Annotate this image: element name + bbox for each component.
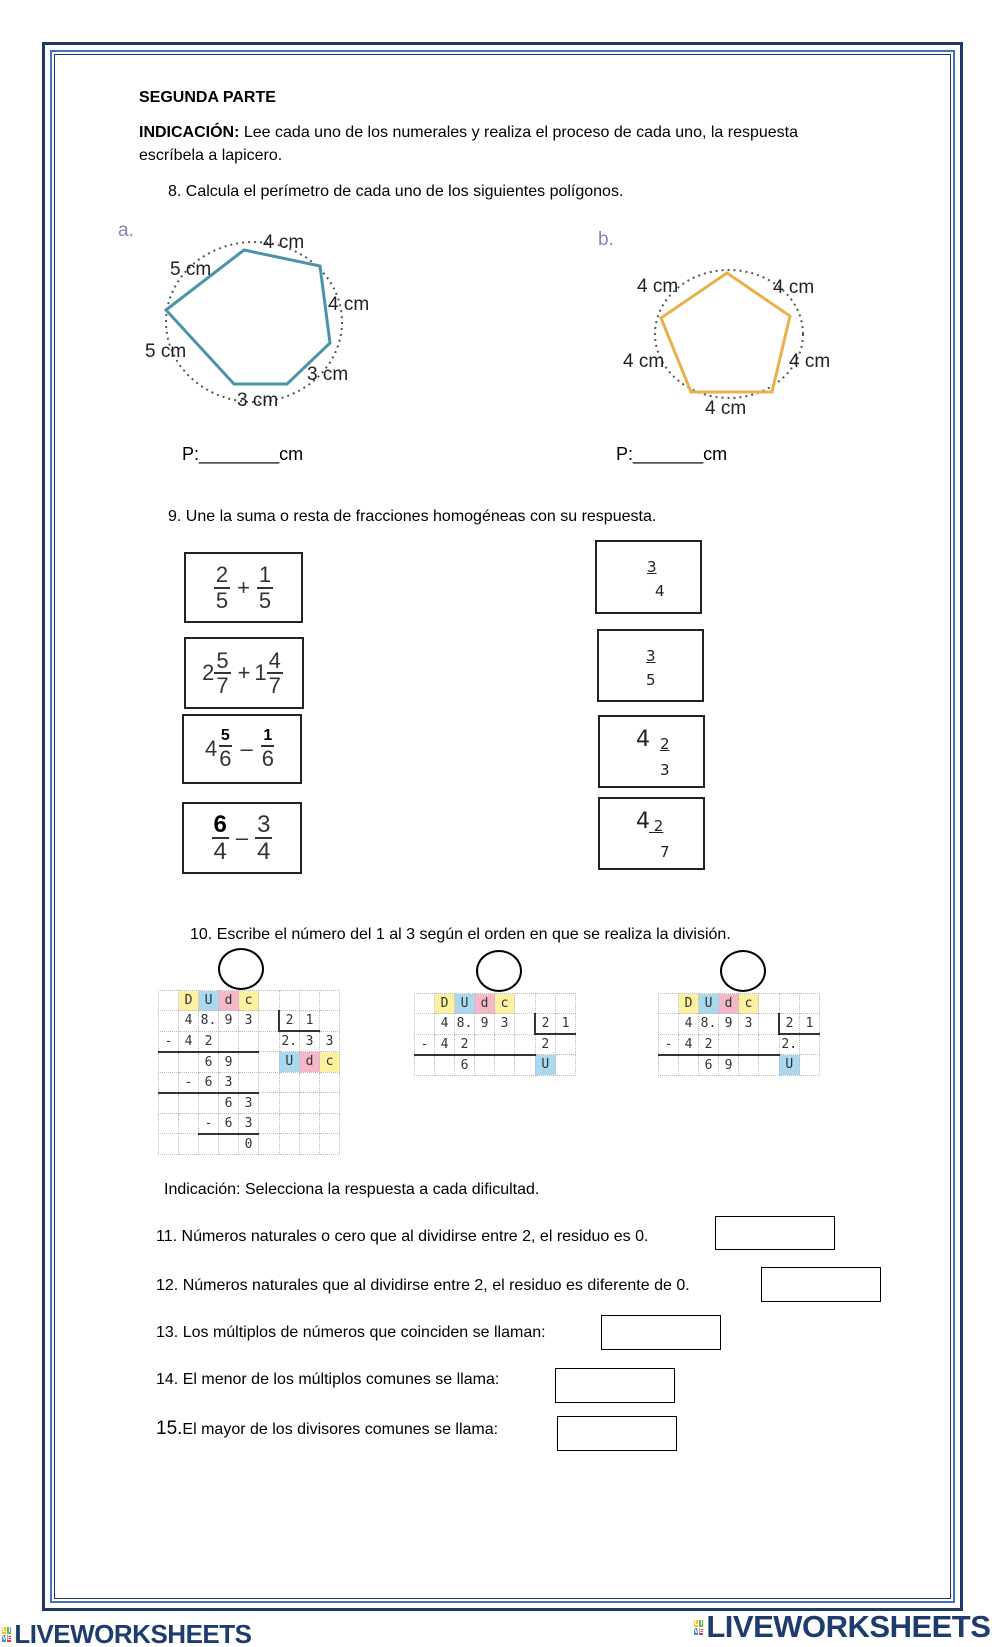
liveworksheets-mark-icon: L I V E [694, 1619, 704, 1635]
grid-cell [159, 1011, 179, 1032]
grid-cell [179, 1134, 199, 1155]
grid-cell: 9 [719, 1055, 739, 1076]
grid-cell: d [475, 994, 495, 1014]
denominator: 6 [261, 745, 274, 771]
perimeter-answer-b[interactable]: P:_______cm [616, 444, 728, 464]
whole-number: 2 [202, 660, 215, 685]
grid-cell: D [435, 994, 455, 1014]
grid-cell [515, 1014, 536, 1035]
grid-cell [515, 1034, 536, 1055]
grid-cell [300, 1072, 320, 1093]
question-8: 8. Calcula el perímetro de cada uno de los siguientes polígonos. [168, 183, 624, 200]
grid-row [159, 1093, 340, 1114]
grid-cell: U [199, 991, 219, 1011]
grid-cell: 4 [679, 1034, 699, 1055]
grid-cell: 3 [239, 1011, 259, 1032]
fraction [267, 649, 283, 697]
grid-cell [759, 1014, 780, 1035]
grid-row [415, 994, 576, 1014]
grid-cell: 3 [320, 1031, 340, 1052]
numerator: 3 [257, 810, 271, 838]
grid-cell: 8. [699, 1014, 719, 1035]
grid-cell [495, 1055, 515, 1076]
numerator: 5 [216, 647, 229, 673]
grid-cell: 4 [179, 1031, 199, 1052]
operator: – [240, 736, 253, 761]
grid-cell [159, 1113, 179, 1134]
question-9: 9. Une la suma o resta de fracciones homogéneas con su respuesta. [168, 508, 657, 525]
numerator-digit: 2 [653, 817, 664, 835]
whole-number: 4 [205, 736, 218, 761]
hex-side-3: 4 cm [328, 294, 370, 315]
denominator: 4 [257, 838, 271, 865]
grid-cell [159, 1052, 179, 1073]
hex-side-4: 5 cm [145, 341, 187, 362]
grid-cell [415, 994, 435, 1014]
grid-cell: d [719, 994, 739, 1014]
grid-cell: 8. [455, 1014, 475, 1035]
grid-cell [759, 1034, 780, 1055]
grid-row [159, 1031, 340, 1052]
denominator: 3 [660, 761, 670, 779]
grid-cell [300, 991, 320, 1011]
grid-cell: c [320, 1052, 340, 1073]
denominator: 6 [219, 745, 232, 771]
fraction [217, 728, 233, 770]
grid-cell [320, 1072, 340, 1093]
grid-cell: 6 [455, 1055, 475, 1076]
grid-cell [199, 1093, 219, 1114]
item-number: 14. [156, 1371, 179, 1388]
fraction-expression-3[interactable] [182, 714, 302, 784]
instruction-label: INDICACIÓN: [139, 124, 240, 141]
grid-cell [179, 1052, 199, 1073]
operator: + [237, 574, 250, 600]
grid-cell: c [239, 991, 259, 1011]
grid-cell [259, 1113, 280, 1134]
grid-cell: - [659, 1034, 679, 1055]
grid-cell: 2 [455, 1034, 475, 1055]
grid-cell [320, 991, 340, 1011]
grid-cell [659, 1055, 679, 1076]
answer-select-12[interactable] [761, 1267, 881, 1302]
item-number: 15. [156, 1418, 183, 1439]
grid-cell [259, 1011, 280, 1032]
grid-cell: 6 [199, 1052, 219, 1073]
liveworksheets-logo-right [694, 1609, 990, 1645]
grid-cell [320, 1134, 340, 1155]
grid-cell [279, 1113, 300, 1134]
grid-cell [515, 994, 536, 1014]
division-grid-1 [158, 990, 340, 1155]
grid-cell: 2 [199, 1031, 219, 1052]
grid-cell: U [279, 1052, 300, 1073]
grid-cell [800, 1055, 820, 1076]
denominator: 4 [213, 838, 227, 865]
grid-cell: 3 [239, 1093, 259, 1114]
grid-cell: 2 [535, 1014, 556, 1035]
label-b: b. [598, 229, 614, 250]
grid-row [659, 1014, 820, 1035]
grid-cell: c [739, 994, 759, 1014]
perimeter-answer-a[interactable]: P:________cm [182, 444, 304, 464]
grid-cell: D [179, 991, 199, 1011]
numerator: 6 [213, 810, 227, 838]
answer-select-11[interactable] [715, 1216, 835, 1250]
answer-card-4[interactable] [598, 797, 705, 870]
grid-cell [320, 1113, 340, 1134]
numerator: 1 [261, 728, 274, 747]
item-text: Números naturales que al dividirse entre 2, el residuo es diferente de 0. [182, 1277, 690, 1294]
grid-cell [800, 1034, 820, 1055]
logo-text: LIVEWORKSHEETS [14, 1619, 252, 1647]
division-grid-2 [414, 993, 576, 1076]
grid-cell: 2. [779, 1034, 800, 1055]
grid-cell [320, 1011, 340, 1032]
grid-cell [279, 1072, 300, 1093]
grid-cell: 6 [219, 1113, 239, 1134]
grid-cell [415, 1055, 435, 1076]
grid-row [415, 1034, 576, 1055]
whole-number: 4 [636, 809, 650, 834]
grid-cell: 3 [239, 1113, 259, 1134]
grid-cell [259, 1052, 280, 1073]
grid-row [159, 1011, 340, 1032]
grid-cell: 9 [219, 1052, 239, 1073]
denominator: 5 [215, 587, 229, 613]
grid-cell [719, 1034, 739, 1055]
division-grid-3 [658, 993, 820, 1076]
operator: – [235, 825, 249, 850]
grid-cell [159, 1093, 179, 1114]
answer-card-3[interactable] [598, 715, 705, 788]
grid-cell: 3 [495, 1014, 515, 1035]
grid-cell [159, 991, 179, 1011]
grid-cell: d [219, 991, 239, 1011]
grid-cell [556, 1055, 576, 1076]
grid-cell [199, 1134, 219, 1155]
item-15 [156, 1418, 498, 1440]
grid-cell [259, 1072, 280, 1093]
numerator: 2 [215, 562, 229, 588]
grid-cell [300, 1093, 320, 1114]
grid-cell: 2 [535, 1034, 556, 1055]
grid-cell: - [415, 1034, 435, 1055]
answer-card-1[interactable] [595, 540, 702, 614]
grid-cell: 4 [679, 1014, 699, 1035]
grid-row [659, 1055, 820, 1076]
grid-cell: U [535, 1055, 556, 1076]
grid-cell [759, 994, 780, 1014]
grid-cell: - [199, 1113, 219, 1134]
logo-text: LIVEWORKSHEETS [706, 1609, 991, 1644]
grid-cell [179, 1093, 199, 1114]
grid-cell: 0 [239, 1134, 259, 1155]
numerator: 1 [258, 562, 272, 588]
denominator: 7 [216, 673, 229, 698]
pent-side-1: 4 cm [637, 276, 679, 297]
whole-number: 1 [254, 660, 267, 685]
fraction [214, 649, 230, 697]
grid-row [159, 1052, 340, 1073]
grid-cell: 3 [300, 1031, 320, 1052]
grid-row [159, 1113, 340, 1134]
denominator: 7 [268, 673, 281, 698]
hex-side-2: 5 cm [170, 259, 212, 280]
grid-cell: 2 [279, 1011, 300, 1032]
grid-cell: 4 [435, 1014, 455, 1035]
grid-cell [415, 1014, 435, 1035]
liveworksheets-mark-icon: L I V E [2, 1627, 12, 1642]
item-13 [156, 1324, 546, 1342]
grid-cell [279, 1093, 300, 1114]
grid-cell: 6 [699, 1055, 719, 1076]
numerator: 3 [647, 558, 657, 576]
item-text: El menor de los múltiplos comunes se llama: [182, 1371, 500, 1388]
grid-cell [659, 1014, 679, 1035]
grid-row [159, 991, 340, 1011]
grid-cell [320, 1093, 340, 1114]
grid-cell: d [300, 1052, 320, 1073]
pent-side-3: 4 cm [623, 351, 665, 372]
fraction-expression-1[interactable] [184, 552, 303, 623]
whole-number: 4 [636, 727, 650, 752]
grid-cell [779, 994, 800, 1014]
numerator: 3 [646, 647, 656, 665]
denominator: 5 [258, 587, 272, 613]
grid-cell [159, 1134, 179, 1155]
grid-cell: 1 [300, 1011, 320, 1032]
grid-cell: 3 [739, 1014, 759, 1035]
numerator [649, 817, 663, 835]
pent-side-2: 4 cm [773, 277, 815, 298]
denominator: 7 [660, 843, 670, 861]
numerator: 5 [219, 728, 232, 747]
grid-cell: 3 [219, 1072, 239, 1093]
grid-row [659, 1034, 820, 1055]
grid-row [159, 1072, 340, 1093]
fraction [214, 563, 230, 611]
question-10: 10. Escribe el número del 1 al 3 según el orden en que se realiza la división. [190, 926, 731, 943]
grid-cell [515, 1055, 536, 1076]
item-text: Números naturales o cero que al dividirse entre 2, el residuo es 0. [181, 1228, 649, 1245]
grid-cell: U [455, 994, 475, 1014]
order-input-1[interactable] [218, 948, 264, 990]
part3-instruction-text: Selecciona la respuesta a cada dificultad. [240, 1181, 540, 1198]
order-input-2[interactable] [476, 950, 522, 992]
grid-cell [239, 1052, 259, 1073]
grid-cell: 2 [699, 1034, 719, 1055]
grid-cell: U [779, 1055, 800, 1076]
item-number: 11. [156, 1228, 178, 1245]
pentagon [661, 273, 790, 392]
grid-cell [556, 994, 576, 1014]
grid-cell [435, 1055, 455, 1076]
item-14 [156, 1371, 499, 1389]
pent-side-5: 4 cm [705, 398, 747, 419]
grid-cell: c [495, 994, 515, 1014]
part3-instruction-label: Indicación: [164, 1181, 241, 1198]
instruction-text: Lee cada uno de los numerales y realiza el proceso de cada uno, la respuesta [239, 124, 799, 141]
grid-row [159, 1134, 340, 1155]
pent-side-4: 4 cm [789, 351, 831, 372]
fraction [260, 728, 276, 770]
item-12 [156, 1277, 690, 1295]
grid-cell [259, 1134, 280, 1155]
grid-cell [679, 1055, 699, 1076]
hex-side-1: 4 cm [263, 232, 305, 253]
grid-cell [739, 1055, 759, 1076]
item-number: 13. [156, 1324, 179, 1341]
grid-row [659, 994, 820, 1014]
grid-cell: - [179, 1072, 199, 1093]
grid-cell [259, 991, 280, 1011]
grid-cell: 6 [219, 1093, 239, 1114]
numerator: 2 [660, 735, 670, 753]
denominator: 5 [646, 671, 656, 689]
grid-cell [239, 1031, 259, 1052]
grid-cell: 6 [199, 1072, 219, 1093]
grid-cell: - [159, 1031, 179, 1052]
grid-cell [179, 1113, 199, 1134]
item-text: Los múltiplos de números que coinciden se llaman: [182, 1324, 546, 1341]
grid-cell [739, 1034, 759, 1055]
grid-cell: 4 [179, 1011, 199, 1032]
grid-cell: 2 [779, 1014, 800, 1035]
grid-cell [279, 1134, 300, 1155]
grid-cell: D [679, 994, 699, 1014]
hex-side-5: 3 cm [307, 364, 349, 385]
grid-cell: 8. [199, 1011, 219, 1032]
grid-row [415, 1014, 576, 1035]
grid-cell [159, 1072, 179, 1093]
denominator: 4 [655, 582, 665, 600]
grid-cell: 4 [435, 1034, 455, 1055]
liveworksheets-logo-left [2, 1619, 251, 1647]
grid-cell [239, 1072, 259, 1093]
grid-cell [800, 994, 820, 1014]
answer-select-13[interactable] [601, 1315, 721, 1350]
grid-cell: 9 [475, 1014, 495, 1035]
item-11 [156, 1228, 648, 1246]
grid-row [415, 1055, 576, 1076]
grid-cell [475, 1034, 495, 1055]
answer-card-2[interactable] [597, 629, 704, 702]
hex-side-6: 3 cm [237, 390, 279, 411]
grid-cell [556, 1034, 576, 1055]
grid-cell: 1 [556, 1014, 576, 1035]
grid-cell: 9 [219, 1011, 239, 1032]
fraction-expression-4[interactable] [182, 802, 302, 874]
order-input-3[interactable] [720, 950, 766, 992]
section-title: SEGUNDA PARTE [139, 89, 276, 106]
grid-cell: U [699, 994, 719, 1014]
grid-cell [659, 994, 679, 1014]
instruction-text-2: escríbela a lapicero. [139, 147, 283, 164]
answer-select-15[interactable] [557, 1416, 677, 1451]
grid-cell: 1 [800, 1014, 820, 1035]
grid-cell [475, 1055, 495, 1076]
grid-cell [219, 1134, 239, 1155]
label-a: a. [118, 220, 134, 241]
item-number: 12. [156, 1277, 179, 1294]
operator: + [237, 660, 251, 685]
grid-cell [495, 1034, 515, 1055]
fraction [255, 812, 272, 864]
grid-cell: 2. [279, 1031, 300, 1052]
answer-select-14[interactable] [555, 1368, 675, 1403]
grid-cell [279, 991, 300, 1011]
fraction [212, 812, 229, 864]
grid-cell [300, 1134, 320, 1155]
grid-cell: 9 [719, 1014, 739, 1035]
part3-instruction [164, 1181, 539, 1199]
grid-cell [300, 1113, 320, 1134]
grid-cell [259, 1093, 280, 1114]
fraction-expression-2[interactable] [184, 637, 304, 709]
grid-cell [535, 994, 556, 1014]
item-text: El mayor de los divisores comunes se llama: [182, 1421, 499, 1438]
grid-cell [219, 1031, 239, 1052]
fraction [257, 563, 273, 611]
grid-cell [259, 1031, 280, 1052]
grid-cell [759, 1055, 780, 1076]
numerator: 4 [268, 647, 281, 673]
